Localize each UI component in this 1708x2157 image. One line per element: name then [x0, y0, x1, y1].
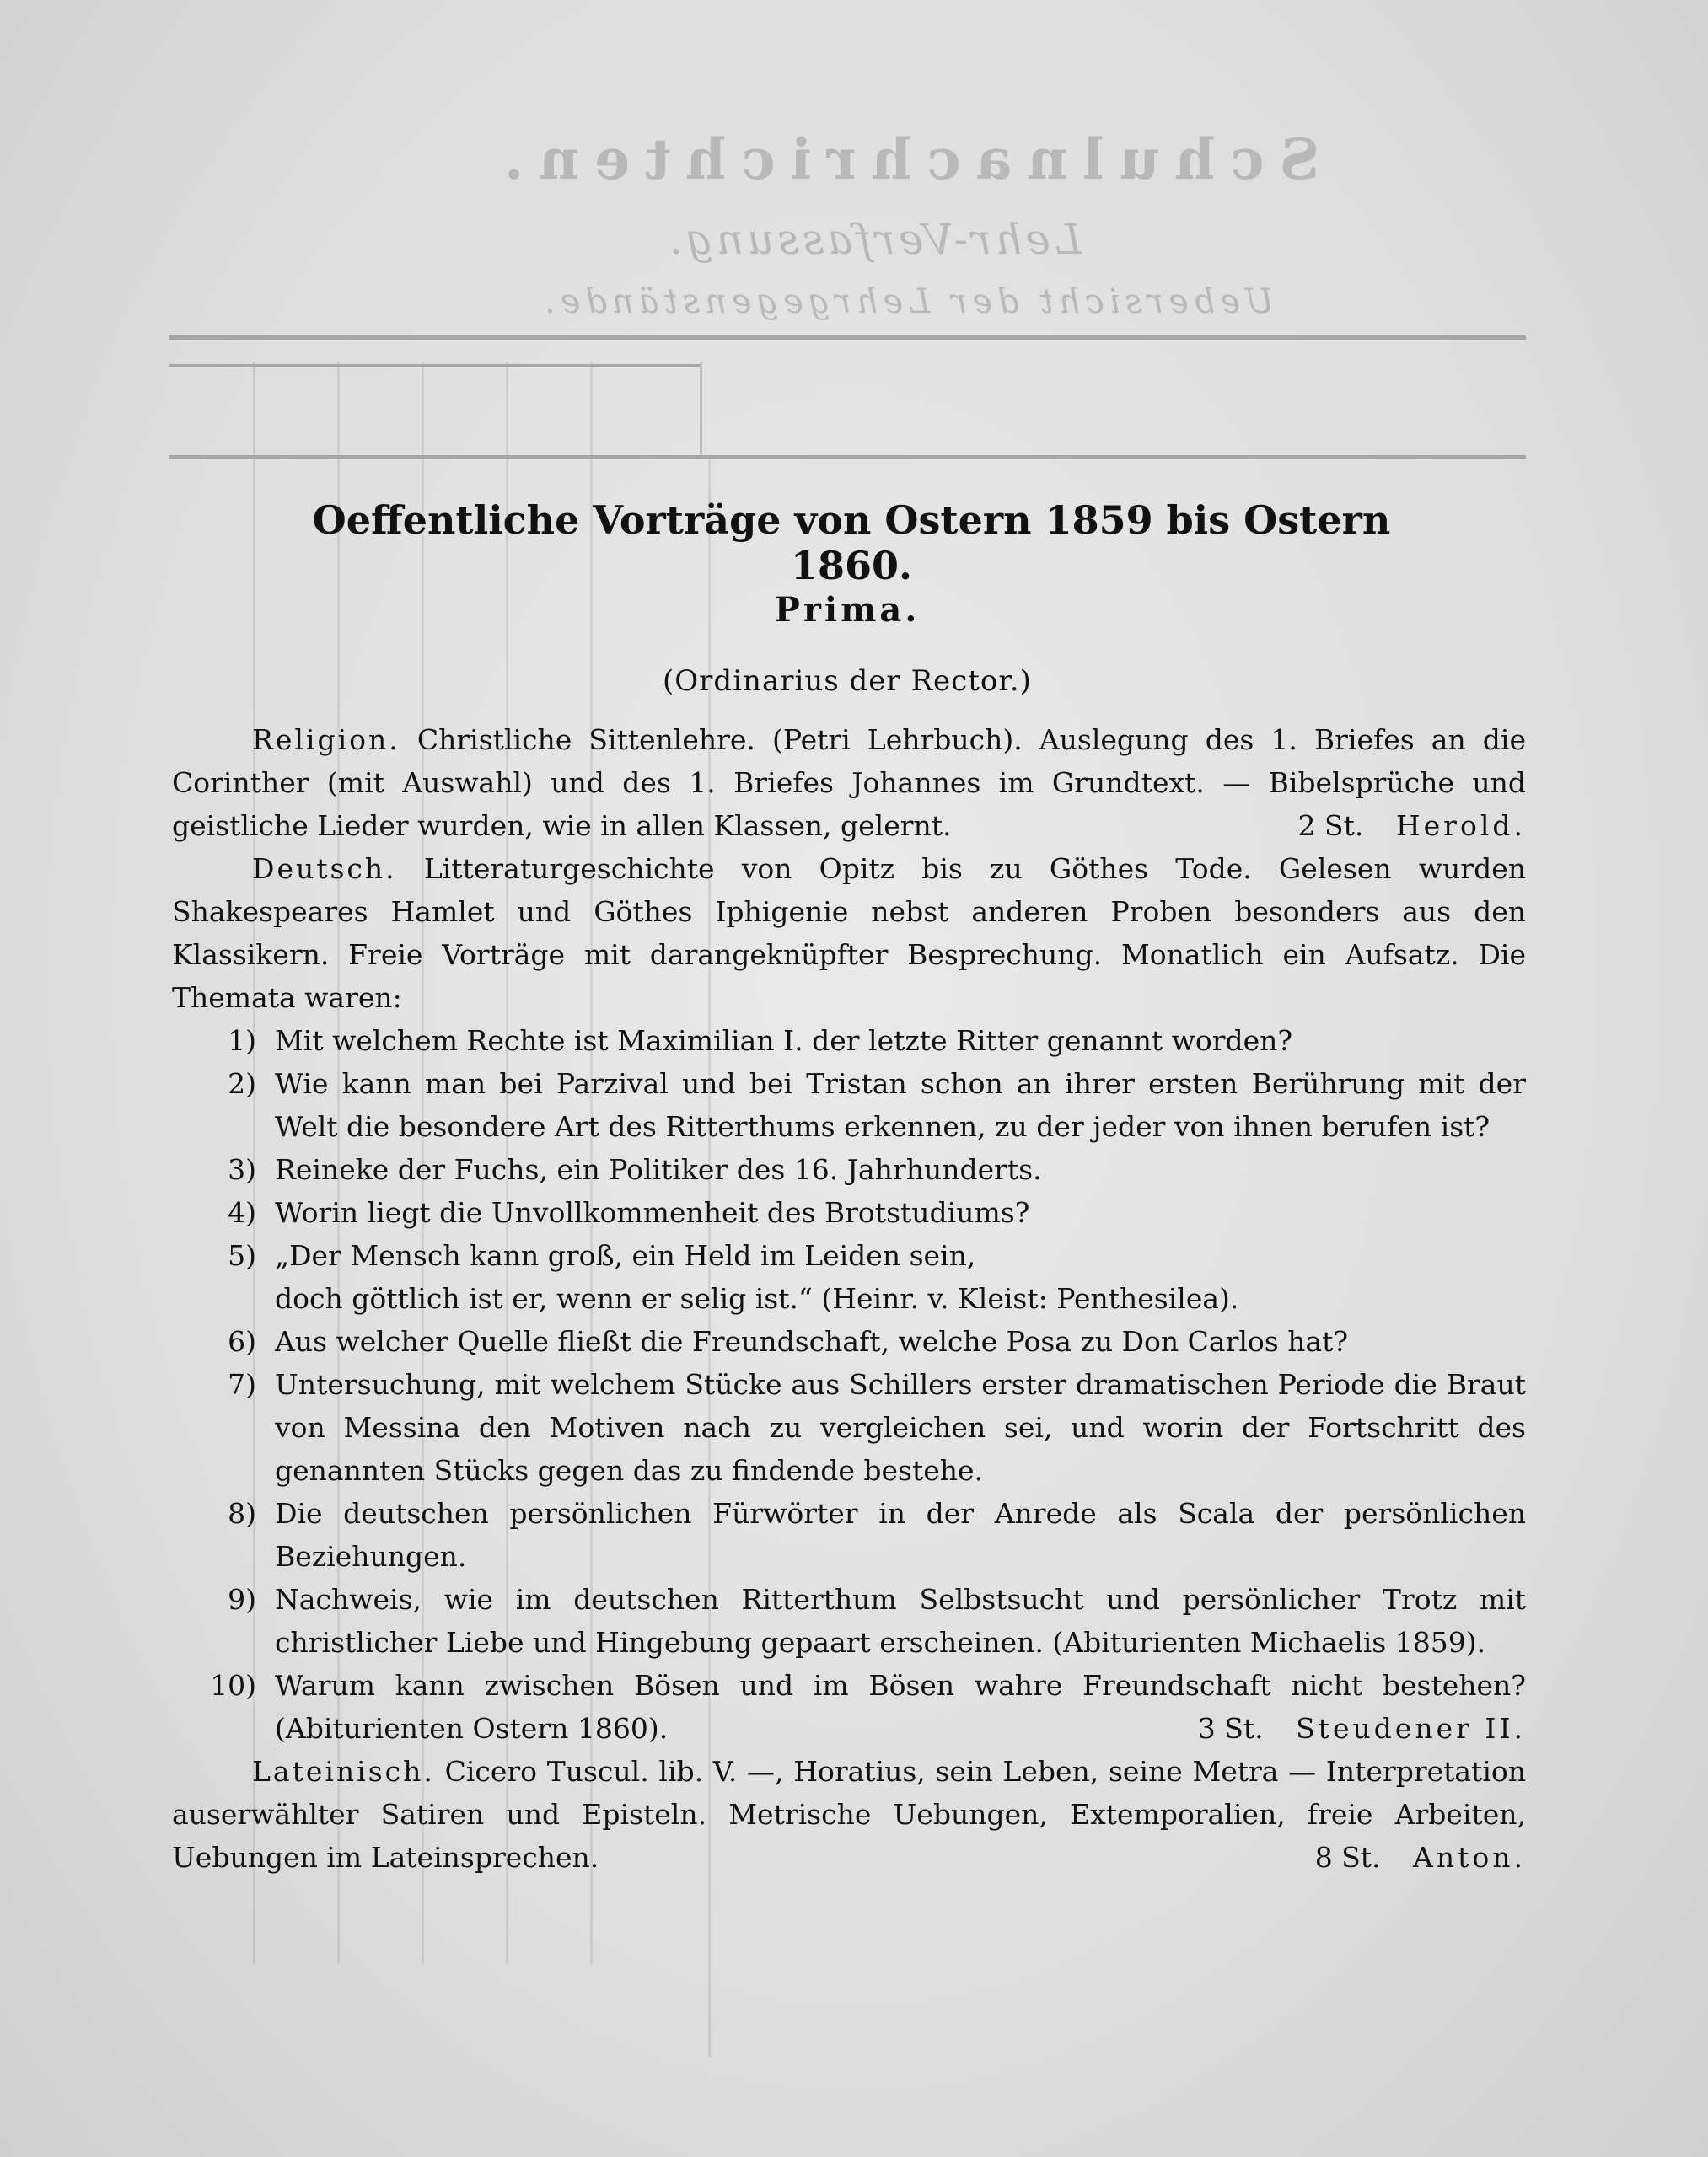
religion-teacher: Herold. — [1395, 809, 1526, 842]
theme-text: Die deutschen persönlichen Fürwörter in der Anrede als Scala der persönlichen Beziehungen. — [275, 1497, 1526, 1573]
theme-text: Worin liegt die Unvollkommenheit des Brotstudiums? — [275, 1196, 1030, 1229]
subject-deutsch: Deutsch. — [252, 852, 397, 885]
bleed-through-subheading: Lehr-Verfassung. — [666, 215, 1082, 264]
theme-text: Untersuchung, mit welchem Stücke aus Schillers erster dramatischen Periode die Braut von Messina den Motiven nach zu vergleichen sei, und worin der Fortschritt des genannten Stücks gegen das zu findende bestehe. — [275, 1368, 1526, 1487]
list-item — [172, 1148, 1526, 1191]
latein-assignment — [1235, 1836, 1526, 1879]
page-title: Oeffentliche Vorträge von Ostern 1859 bis Ostern 1860. — [312, 497, 1391, 588]
bleed-through-heading: Schulnachrichten. — [489, 126, 1320, 192]
theme-text: Aus welcher Quelle fließt die Freundschaft, welche Posa zu Don Carlos hat? — [275, 1325, 1349, 1358]
list-item — [172, 1062, 1526, 1148]
theme-number: 4) — [228, 1196, 256, 1229]
theme-text: Nachweis, wie im deutschen Ritterthum Selbstsucht und persönlicher Trotz mit christlicher Liebe und Hingebung gepaart erscheinen. (Abiturienten Michaelis 1859). — [275, 1583, 1526, 1659]
deutsch-hours: 3 St. — [1197, 1712, 1264, 1745]
bleed-through-caption: Uebersicht der Lehrgegenstände. — [540, 282, 1274, 321]
subject-religion: Religion. — [252, 723, 400, 756]
theme-number: 10) — [210, 1669, 256, 1702]
bleed-through-rule — [169, 335, 1526, 340]
theme-text — [275, 1664, 1526, 1750]
list-item — [172, 1363, 1526, 1492]
deutsch-paragraph — [172, 847, 1526, 1019]
theme-number: 3) — [228, 1153, 256, 1186]
list-item — [172, 1492, 1526, 1578]
deutsch-assignment — [1198, 1707, 1526, 1750]
latein-paragraph — [172, 1750, 1526, 1879]
theme-10-text: Warum kann zwischen Bösen und im Bösen wahre Freundschaft nicht bestehen? (Abiturienten Ostern 1860). — [275, 1669, 1526, 1745]
list-item — [172, 1234, 1526, 1320]
quote-line-1: „Der Mensch kann groß, ein Held im Leiden sein, — [275, 1239, 976, 1272]
section-title: Prima. — [774, 590, 921, 630]
theme-number: 6) — [228, 1325, 256, 1358]
bleed-through-line — [700, 362, 702, 455]
religion-paragraph — [172, 718, 1526, 847]
list-item — [172, 1664, 1526, 1750]
religion-hours: 2 St. — [1297, 809, 1364, 842]
bleed-through-rule — [169, 455, 1526, 459]
body-text — [172, 718, 1526, 1879]
deutsch-teacher: Steudener II. — [1296, 1712, 1526, 1745]
subject-latein: Lateinisch. — [252, 1755, 435, 1788]
theme-text: Mit welchem Rechte ist Maximilian I. der letzte Ritter genannt worden? — [275, 1024, 1293, 1057]
religion-text: Christliche Sittenlehre. (Petri Lehrbuch). Auslegung des 1. Briefes an die Corinther (mit Auswahl) und des 1. Briefes Johannes im Grundtext. — Bibelsprüche und geistliche Lieder wurden, wie in allen Klassen, gelernt. — [172, 723, 1526, 842]
theme-number: 7) — [228, 1368, 256, 1401]
theme-number: 1) — [228, 1024, 256, 1057]
list-item — [172, 1578, 1526, 1664]
theme-number: 5) — [228, 1239, 256, 1272]
list-item — [172, 1191, 1526, 1234]
list-item — [172, 1320, 1526, 1363]
latein-teacher: Anton. — [1413, 1841, 1526, 1874]
religion-assignment — [1218, 804, 1526, 847]
ordinarius-note: (Ordinarius der Rector.) — [663, 664, 1032, 698]
theme-text — [275, 1234, 1526, 1320]
theme-number: 8) — [228, 1497, 256, 1530]
theme-list — [172, 1019, 1526, 1750]
list-item — [172, 1019, 1526, 1062]
quote-line-2: doch göttlich ist er, wenn er selig ist.“ (Heinr. v. Kleist: Penthesilea). — [275, 1282, 1239, 1315]
latein-hours: 8 St. — [1314, 1841, 1381, 1874]
bleed-through-rule — [169, 364, 700, 367]
deutsch-text: Litteraturgeschichte von Opitz bis zu Göthes Tode. Gelesen wurden Shakespeares Hamlet und Göthes Iphigenie nebst anderen Proben besonders aus den Klassikern. Freie Vorträge mit darangeknüpfter Besprechung. Monatlich ein Aufsatz. Die Themata waren: — [172, 852, 1526, 1014]
theme-text: Reineke der Fuchs, ein Politiker des 16. Jahrhunderts. — [275, 1153, 1042, 1186]
theme-number: 9) — [228, 1583, 256, 1616]
latein-text: Cicero Tuscul. lib. V. —, Horatius, sein Leben, seine Metra — Interpretation auserwählter Satiren und Episteln. Metrische Uebungen, Extemporalien, freie Arbeiten, Uebungen im Lateinsprechen. — [172, 1755, 1526, 1874]
theme-text: Wie kann man bei Parzival und bei Tristan schon an ihrer ersten Berührung mit der Welt die besondere Art des Ritterthums erkennen, zu der jeder von ihnen berufen ist? — [275, 1067, 1526, 1143]
theme-number: 2) — [228, 1067, 256, 1100]
